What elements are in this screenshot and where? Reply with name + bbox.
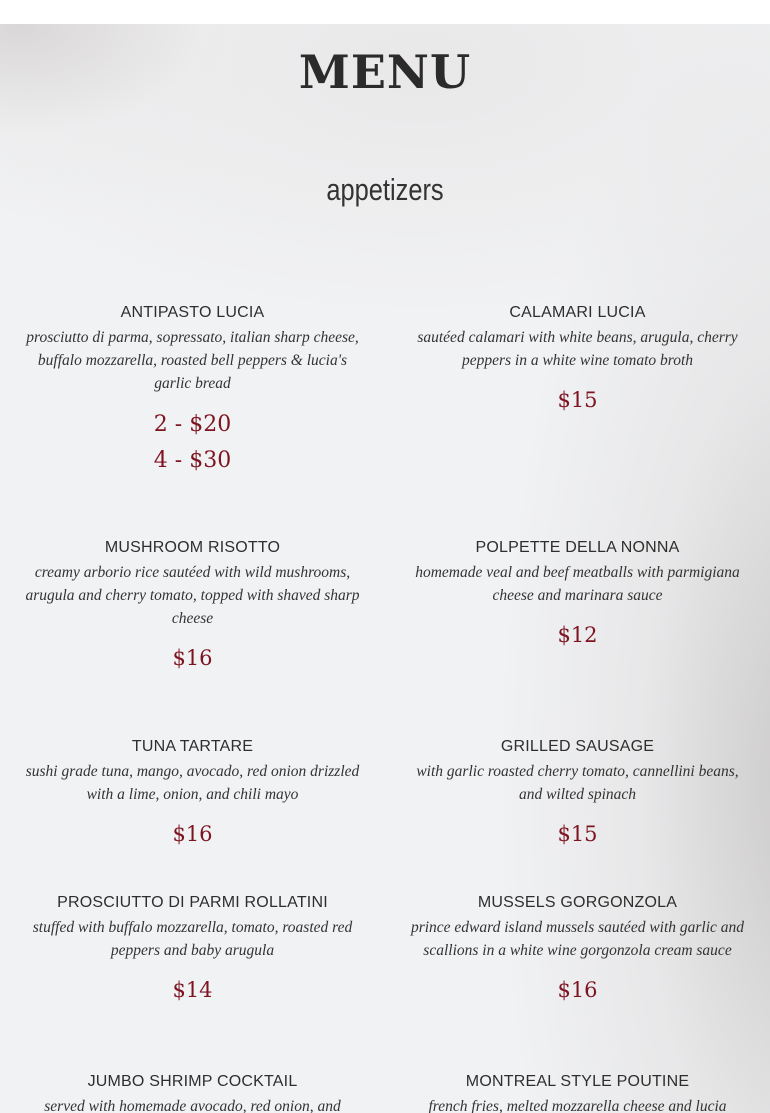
- item-name: JUMBO SHRIMP COCKTAIL: [87, 1073, 298, 1090]
- item-name: TUNA TARTARE: [131, 738, 254, 755]
- item-name: CALAMARI LUCIA: [509, 304, 646, 321]
- item-price: $16: [172, 822, 213, 846]
- menu-item-jumbo-shrimp-cocktail: [20, 1072, 365, 1113]
- item-description: french fries, melted mozzarella cheese and lucia: [428, 1098, 727, 1113]
- item-name: ANTIPASTO LUCIA: [120, 304, 265, 321]
- item-price-option: 2 - $20: [153, 412, 232, 437]
- menu-item-grilled-sausage: [405, 737, 750, 848]
- menu-item-calamari-lucia: [405, 303, 750, 414]
- menu-item-mushroom-risotto: [20, 538, 365, 672]
- menu-item-antipasto-lucia: [20, 303, 365, 479]
- item-description: creamy arborio rice sautéed with wild mushrooms, arugula and cherry tomato, topped with shaved sharp cheese: [25, 564, 360, 627]
- item-description: stuffed with buffalo mozzarella, tomato, roasted red peppers and baby arugula: [32, 919, 353, 959]
- menu-panel: [0, 24, 770, 1113]
- item-description: with garlic roasted cherry tomato, cannellini beans, and wilted spinach: [416, 763, 739, 803]
- item-prices: [20, 407, 365, 479]
- item-description: sushi grade tuna, mango, avocado, red onion drizzled with a lime, onion, and chili mayo: [25, 763, 360, 803]
- section-title-appetizers: appetizers: [326, 172, 444, 207]
- item-price: $16: [172, 646, 213, 670]
- item-description: served with homemade avocado, red onion, and: [44, 1098, 341, 1113]
- item-description: sautéed calamari with white beans, arugula, cherry peppers in a white wine tomato broth: [417, 329, 738, 369]
- menu-item-tuna-tartare: [20, 737, 365, 848]
- item-name: GRILLED SAUSAGE: [500, 738, 655, 755]
- menu-item-polpette-della-nonna: [405, 538, 750, 649]
- menu-item-montreal-style-poutine: [405, 1072, 750, 1113]
- item-price: $14: [172, 978, 213, 1002]
- item-price: $15: [557, 822, 598, 846]
- item-price: $15: [557, 388, 598, 412]
- item-description: prosciutto di parma, sopressato, italian sharp cheese, buffalo mozzarella, roasted bell peppers & lucia's garlic bread: [26, 329, 359, 392]
- top-header-strip: [0, 0, 770, 24]
- item-name: POLPETTE DELLA NONNA: [475, 539, 680, 556]
- item-price: $16: [557, 978, 598, 1002]
- item-price: $12: [557, 623, 598, 647]
- item-name: MUSSELS GORGONZOLA: [477, 894, 678, 911]
- item-description: homemade veal and beef meatballs with parmigiana cheese and marinara sauce: [415, 564, 740, 604]
- menu-item-prosciutto-rollatini: [20, 893, 365, 1004]
- menu-item-mussels-gorgonzola: [405, 893, 750, 1004]
- page-title: MENU: [298, 45, 472, 99]
- item-name: PROSCIUTTO DI PARMI ROLLATINI: [57, 894, 328, 911]
- item-name: MUSHROOM RISOTTO: [104, 539, 281, 556]
- item-price-option: 4 - $30: [153, 448, 232, 473]
- item-description: prince edward island mussels sautéed with garlic and scallions in a white wine gorgonzola cream sauce: [410, 919, 745, 959]
- item-name: MONTREAL STYLE POUTINE: [465, 1073, 690, 1090]
